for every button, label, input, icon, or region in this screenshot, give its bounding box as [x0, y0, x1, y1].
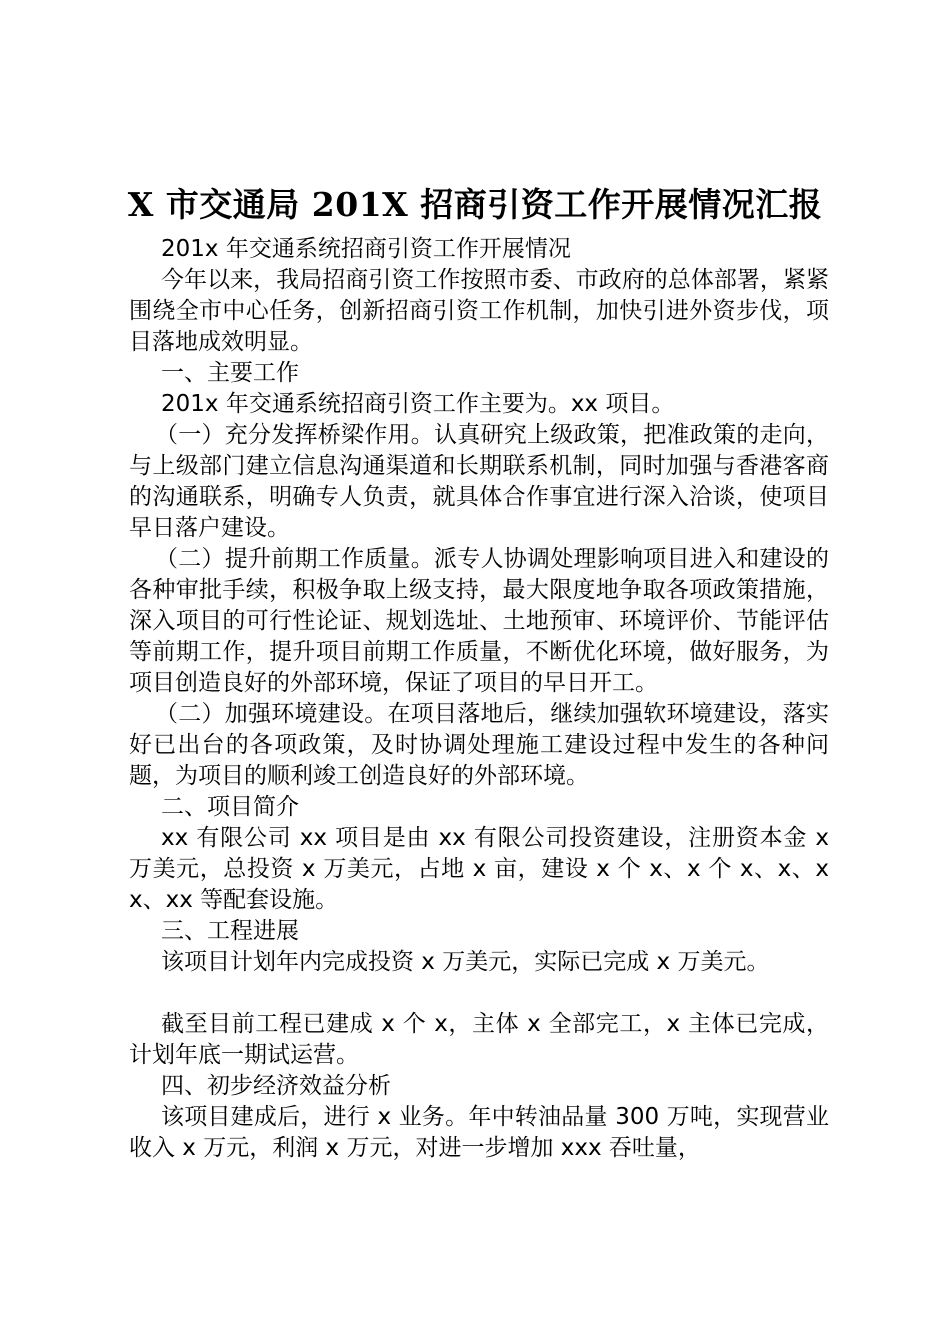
paragraph-main-work-summary: 201x 年交通系统招商引资工作主要为。xx 项目。	[161, 391, 675, 417]
paragraph-intro: 今年以来，我局招商引资工作按照市委、市政府的总体部署，紧紧围绕全市中心任务，创新招商引资工作机制，加快引进外资步伐，项目落地成效明显。	[129, 267, 829, 355]
paragraph-investment-progress: 该项目计划年内完成投资 x 万美元，实际已完成 x 万美元。	[161, 949, 770, 975]
document-title: X 市交通局 201X 招商引资工作开展情况汇报	[127, 185, 823, 224]
paragraph-economic-analysis: 该项目建成后，进行 x 业务。年中转油品量 300 万吨，实现营业收入 x 万元，利润 x 万元，对进一步增加 xxx 吞吐量，	[129, 1104, 829, 1161]
blank-line	[129, 978, 829, 1009]
document-body	[129, 234, 829, 1164]
section-heading-economic-analysis: 四、初步经济效益分析	[161, 1073, 391, 1099]
paragraph-construction-status: 截至目前工程已建成 x 个 x，主体 x 全部完工，x 主体已完成，计划年底一期试运营。	[129, 1011, 829, 1068]
section-heading-main-work: 一、主要工作	[161, 360, 299, 386]
section-heading-progress: 三、工程进展	[161, 918, 299, 944]
paragraph-environment-building: （二）加强环境建设。在项目落地后，继续加强软环境建设，落实好已出台的各项政策，及时协调处理施工建设过程中发生的各种问题，为项目的顺利竣工创造良好的外部环境。	[129, 701, 829, 789]
section-heading-project-intro: 二、项目简介	[161, 794, 299, 820]
paragraph-bridge-role: （一）充分发挥桥梁作用。认真研究上级政策，把准政策的走向，与上级部门建立信息沟通渠道和长期联系机制，同时加强与香港客商的沟通联系，明确专人负责，就具体合作事宜进行深入洽谈，使项目早日落户建设。	[129, 422, 829, 541]
paragraph-preliminary-quality: （二）提升前期工作质量。派专人协调处理影响项目进入和建设的各种审批手续，积极争取上级支持，最大限度地争取各项政策措施，深入项目的可行性论证、规划选址、土地预审、环境评价、节能评估等前期工作，提升项目前期工作质量，不断优化环境，做好服务，为项目创造良好的外部环境，保证了项目的早日开工。	[129, 546, 829, 696]
paragraph-subtitle: 201x 年交通系统招商引资工作开展情况	[161, 236, 571, 262]
paragraph-project-intro: xx 有限公司 xx 项目是由 xx 有限公司投资建设，注册资本金 x 万美元，总投资 x 万美元，占地 x 亩，建设 x 个 x、x 个 x、x、xx、xx 等配套设施。	[129, 825, 829, 913]
